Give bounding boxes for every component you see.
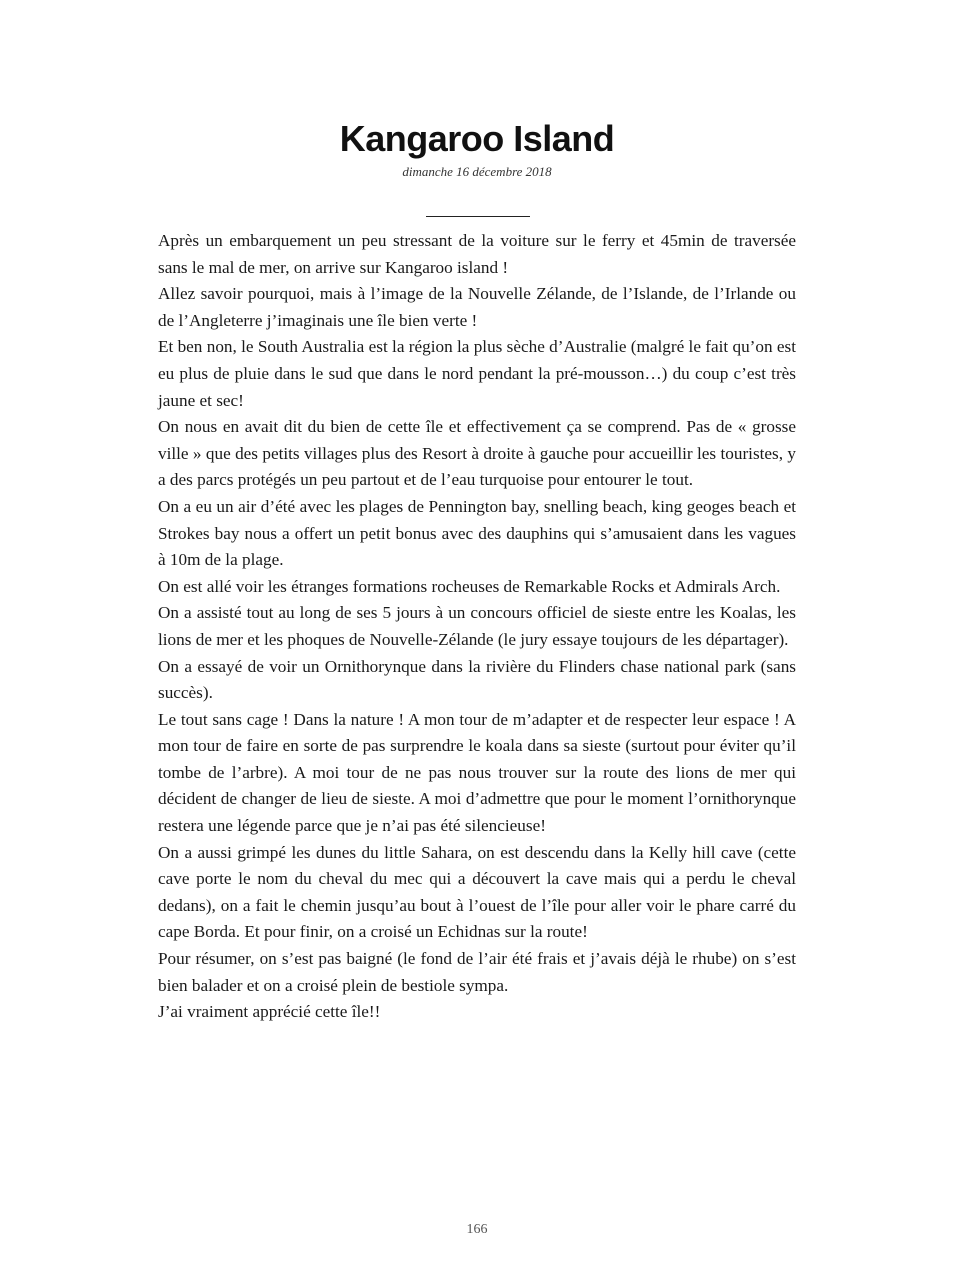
page-title: Kangaroo Island [339,118,615,159]
paragraph: On nous en avait dit du bien de cette île et effectivement ça se comprend. Pas de « grosse ville » que des petits villages plus des Resort à droite à gauche pour accueillir les touristes, y a des parcs protégés un peu partout et de l’eau turquoise pour entourer le tout. [158,417,796,490]
paragraph: Le tout sans cage ! Dans la nature ! A mon tour de m’adapter et de respecter leur espace ! A mon tour de faire en sorte de pas surprendre le koala dans sa sieste (surtout pour éviter qu’il tombe de l’arbre). A moi tour de ne pas nous trouver sur la route des lions de mer qui décident de changer de lieu de sieste. A moi d’admettre que pour le moment l’ornithorynque restera une légende parce que je n’ai pas été silencieuse! [158,709,796,836]
post-date: dimanche 16 décembre 2018 [402,164,552,179]
paragraph: Et ben non, le South Australia est la région la plus sèche d’Australie (malgré le fait qu’on est eu plus de pluie dans le sud que dans le nord pendant la pré-mousson…) du coup c’est très jaune et sec! [158,337,796,410]
article-body [158,228,796,1026]
paragraph: Pour résumer, on s’est pas baigné (le fond de l’air été frais et j’avais déjà le rhube) on s’est bien balader et on a croisé plein de bestiole sympa. [158,949,796,995]
paragraph: On a aussi grimpé les dunes du little Sahara, on est descendu dans la Kelly hill cave (cette cave porte le nom du cheval du mec qui a découvert la cave mais qui a perdu le cheval dedans), on a fait le chemin jusqu’au bout à l’ouest de l’île pour aller voir le phare carré du cape Borda. Et pour finir, on a croisé un Echidnas sur la route! [158,842,796,942]
paragraph: Après un embarquement un peu stressant de la voiture sur le ferry et 45min de traversée sans le mal de mer, on arrive sur Kangaroo island ! [158,231,796,277]
paragraph: J’ai vraiment apprécié cette île!! [158,1002,381,1022]
paragraph: Allez savoir pourquoi, mais à l’image de la Nouvelle Zélande, de l’Islande, de l’Irlande ou de l’Angleterre j’imaginais une île bien verte ! [158,284,796,330]
paragraph: On a assisté tout au long de ses 5 jours à un concours officiel de sieste entre les Koalas, les lions de mer et les phoques de Nouvelle-Zélande (le jury essaye toujours de les départager). [158,603,796,649]
title-divider [426,216,530,217]
paragraph: On a eu un air d’été avec les plages de Pennington bay, snelling beach, king geoges beach et Strokes bay nous a offert un petit bonus avec des dauphins qui s’amusaient dans les vagues à 10m de la plage. [158,496,796,570]
paragraph: On a essayé de voir un Ornithorynque dans la rivière du Flinders chase national park (sans succès). [158,656,796,703]
page-number: 166 [466,1222,488,1237]
paragraph: On est allé voir les étranges formations rocheuses de Remarkable Rocks et Admirals Arch. [158,576,781,596]
